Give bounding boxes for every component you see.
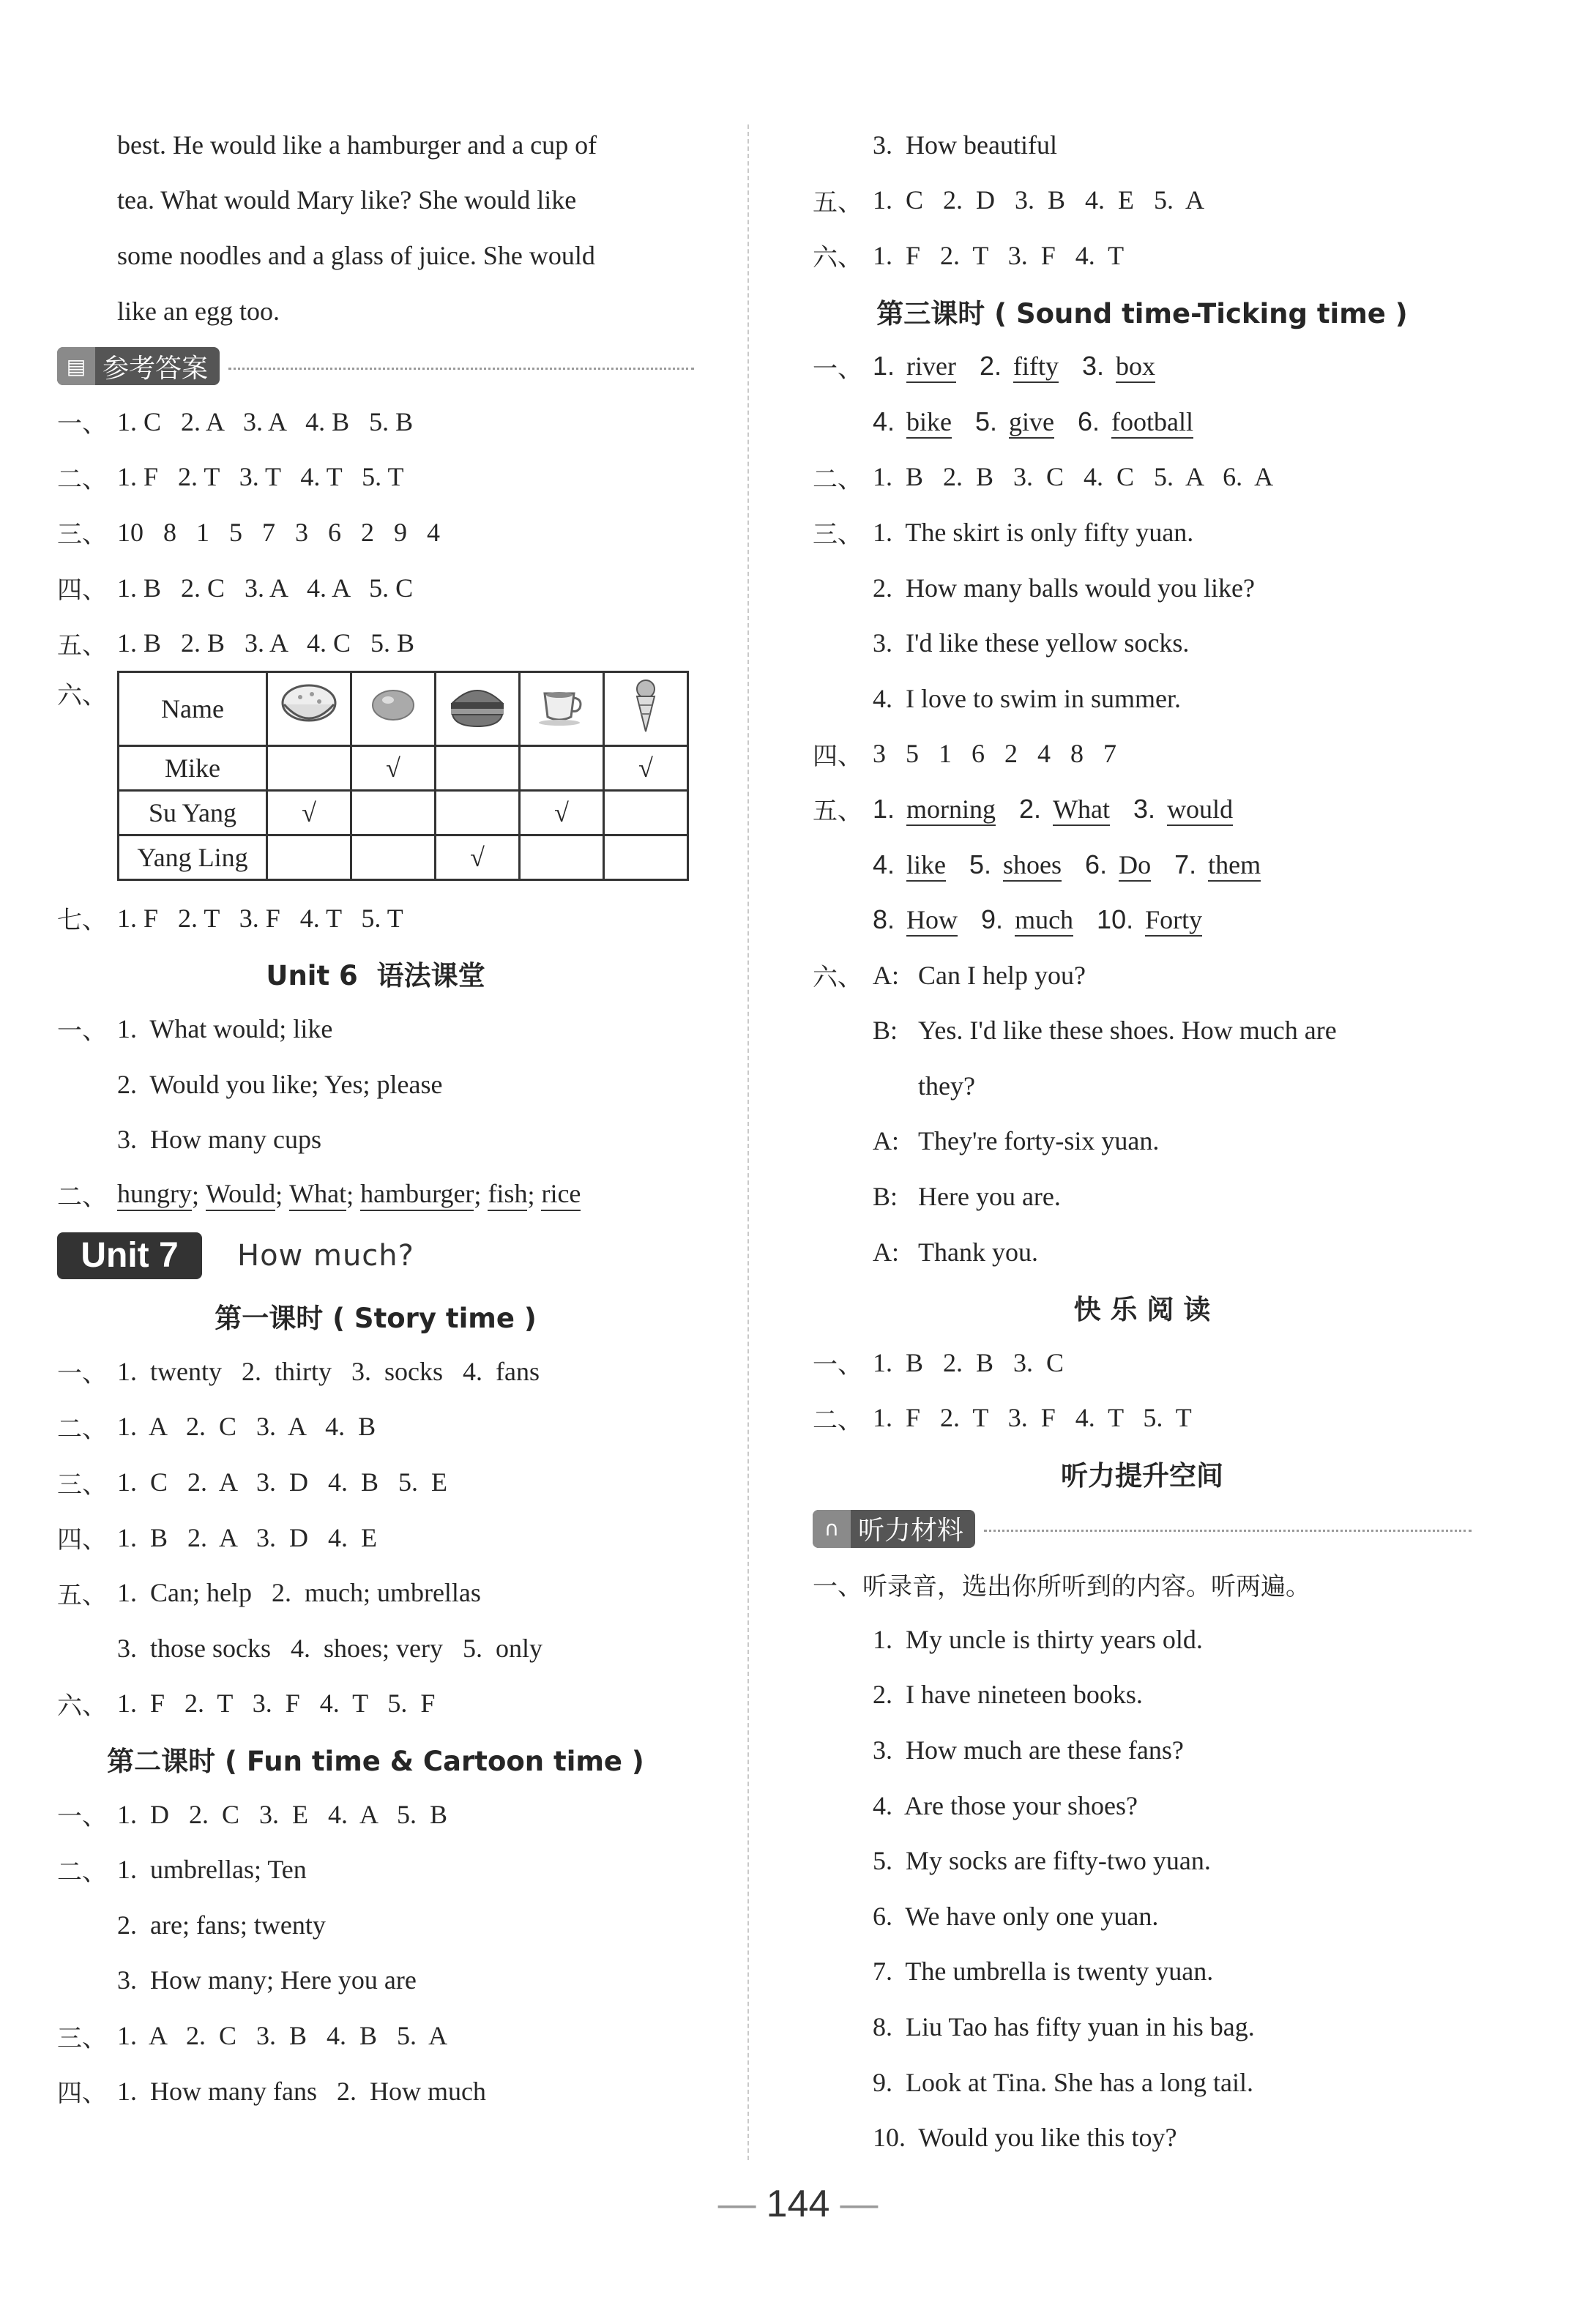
underlined-word: Would [206, 1178, 275, 1211]
answer-line [57, 1454, 694, 1510]
answer-text: 1. Can; help 2. much; umbrellas [117, 1578, 481, 1608]
check-cell: √ [604, 745, 688, 790]
question-label: 二、 [57, 464, 107, 494]
passage-line: tea. What would Mary like? She would like [117, 185, 577, 215]
answer-line [813, 615, 1472, 671]
item-number: 5. [969, 849, 992, 879]
answer-line: 二、 hungry ; Would ; What ; hamburger ; fish ; rice [57, 1167, 694, 1223]
item-number: 1. [873, 793, 895, 824]
check-cell [436, 745, 520, 790]
answer-line [813, 837, 1472, 893]
hamburger-icon [436, 671, 520, 745]
item-number: 6. [1078, 406, 1100, 436]
answer-line [57, 1676, 694, 1732]
underlined-word: hamburger [360, 1178, 474, 1211]
underlined-word: river [906, 351, 956, 383]
answer-text: 1. The skirt is only fifty yuan. [873, 517, 1194, 547]
underlined-word: would [1167, 794, 1233, 826]
item-number: 9. [981, 904, 1004, 935]
underlined-word: football [1111, 407, 1193, 439]
answer-line [813, 1391, 1472, 1446]
column-divider [747, 124, 749, 2160]
listening-item: 4. Are those your shoes? [873, 1790, 1138, 1820]
lesson2-heading: 第二课时 ( Fun time & Cartoon time ) [107, 1746, 644, 1778]
item-number: 4. [873, 849, 895, 879]
egg-icon [351, 671, 436, 745]
dialogue-text: Thank you. [918, 1237, 1038, 1267]
question-label: 六、 [57, 680, 107, 710]
speaker-label: B: [873, 1182, 898, 1212]
food-table-block [57, 671, 694, 890]
answer-text: 1. umbrellas; Ten [117, 1855, 307, 1885]
dialogue-line [813, 1169, 1472, 1224]
answer-line [57, 1787, 694, 1842]
answer-text: 3. I'd like these yellow socks. [873, 628, 1190, 658]
answer-text: 1. B 2. B 3. C 4. C 5. A 6. A [873, 462, 1274, 492]
row-name: Su Yang [119, 790, 267, 835]
listening-heading: 听力提升空间 [1061, 1460, 1223, 1492]
dialogue-line [813, 948, 1472, 1003]
answer-line [57, 615, 694, 671]
answer-text: 1. F 2. T 3. F 4. T [873, 240, 1125, 270]
listening-item: 8. Liu Tao has fifty yuan in his bag. [873, 2011, 1255, 2041]
question-label: 一、 [813, 1350, 862, 1380]
answer-line [57, 1001, 694, 1057]
item-number: 3. [1133, 793, 1156, 824]
table-row [119, 745, 688, 790]
question-label: 七、 [57, 906, 107, 936]
dotted-rule [984, 1530, 1472, 1532]
underlined-word: What [1053, 794, 1110, 826]
speaker-label: A: [873, 960, 899, 990]
listening-section-header [813, 1501, 1472, 1557]
answer-line [813, 338, 1472, 394]
answer-text: 3. those socks 4. shoes; very 5. only [117, 1633, 542, 1663]
underlined-word: give [1009, 407, 1054, 439]
answer-text: 1. B 2. A 3. D 4. E [117, 1522, 378, 1552]
question-label: 二、 [57, 1183, 107, 1213]
listening-item: 5. My socks are fifty-two yuan. [873, 1846, 1211, 1876]
underlined-word: What [289, 1178, 346, 1211]
question-label: 二、 [57, 1857, 107, 1887]
answer-text: 1. C 2. A 3. D 4. B 5. E [117, 1467, 448, 1497]
check-cell [604, 835, 688, 879]
check-cell [267, 835, 351, 879]
headphones-icon: ∩ [813, 1510, 851, 1548]
answer-text: 1. What would; like [117, 1013, 333, 1043]
answer-line [813, 781, 1472, 837]
answer-line [57, 1510, 694, 1566]
right-column [813, 117, 1472, 2165]
speaker-label: A: [873, 1126, 899, 1156]
answer-line [813, 394, 1472, 450]
question-label: 四、 [57, 2079, 107, 2109]
answer-line [57, 1399, 694, 1455]
listening-tag [813, 1510, 975, 1548]
item-number: 5. [975, 406, 998, 436]
question-label: 三、 [57, 2023, 107, 2053]
listening-item: 6. We have only one yuan. [873, 1901, 1159, 1931]
answer-text: 1. A 2. C 3. A 4. B [117, 1412, 376, 1442]
question-label: 一、 [57, 1359, 107, 1389]
underlined-word: much [1015, 905, 1073, 937]
answer-line [813, 450, 1472, 505]
answer-section-header [57, 338, 694, 394]
underlined-word: Forty [1145, 905, 1202, 937]
page-number-text: 144 [766, 2183, 830, 2225]
answer-line [813, 892, 1472, 948]
lesson1-heading: 第一课时 ( Story time ) [215, 1303, 537, 1335]
answer-line [813, 505, 1472, 560]
answer-text: 1. A 2. C 3. B 4. B 5. A [117, 2021, 448, 2051]
answer-text: 2. Would you like; Yes; please [117, 1069, 443, 1099]
speaker-label: B: [873, 1016, 898, 1046]
answer-text: 1. B 2. C 3. A 4. A 5. C [117, 573, 414, 603]
answer-text: 1. How many fans 2. How much [117, 2076, 486, 2106]
underlined-word: fifty [1013, 351, 1059, 383]
answer-line [813, 671, 1472, 726]
item-number: 1. [873, 351, 895, 381]
listening-item: 7. The umbrella is twenty yuan. [873, 1957, 1214, 1987]
answer-text: 1. B 2. B 3. A 4. C 5. B [117, 628, 415, 658]
answer-line [57, 450, 694, 505]
check-cell [520, 835, 604, 879]
item-number: 2. [1019, 793, 1042, 824]
question-label: 五、 [813, 797, 862, 827]
answer-line [57, 890, 694, 946]
check-cell: √ [267, 790, 351, 835]
listening-item: 3. How much are these fans? [873, 1735, 1184, 1765]
underlined-word: like [906, 850, 946, 882]
listening-item: 9. Look at Tina. She has a long tail. [873, 2067, 1253, 2097]
page-number [0, 2182, 1596, 2226]
question-label: 三、 [57, 520, 107, 550]
unit7-badge: Unit 7 [57, 1232, 202, 1279]
food-preference-table [117, 671, 689, 881]
dialogue-line [813, 1058, 1472, 1114]
dialogue-line [813, 1003, 1472, 1059]
answer-line [57, 1842, 694, 1897]
book-icon: ▤ [57, 347, 95, 385]
answer-line [813, 1335, 1472, 1391]
dialogue-text: Here you are. [918, 1182, 1061, 1212]
tea-cup-icon [520, 671, 604, 745]
answer-line [57, 1112, 694, 1167]
lesson3-heading: 第三课时 ( Sound time-Ticking time ) [876, 297, 1408, 330]
answer-line [813, 173, 1472, 228]
answer-text: 1. D 2. C 3. E 4. A 5. B [117, 1799, 448, 1829]
underlined-word: bike [906, 407, 952, 439]
answer-text: 3. How beautiful [873, 130, 1057, 160]
answer-text: 10 8 1 5 7 3 6 2 9 4 [117, 517, 440, 547]
dialogue-text: Can I help you? [918, 960, 1086, 990]
check-cell [520, 745, 604, 790]
check-cell [436, 790, 520, 835]
answer-line [57, 1953, 694, 2009]
question-label: 五、 [813, 187, 862, 217]
ice-cream-icon [604, 671, 688, 745]
question-label: 二、 [813, 1405, 862, 1435]
listening-tag-label: 听力材料 [858, 1516, 964, 1546]
check-cell [351, 790, 436, 835]
question-label: 二、 [813, 464, 862, 494]
listening-item: 1. My uncle is thirty years old. [873, 1624, 1203, 1654]
unit7-title: How much? [237, 1238, 414, 1273]
dialogue-text: Yes. I'd like these shoes. How much are [918, 1016, 1337, 1046]
answer-text: 2. How many balls would you like? [873, 573, 1255, 603]
page-dash-right: — [840, 2183, 879, 2225]
listening-item: 10. Would you like this toy? [873, 2123, 1177, 2153]
question-label: 一、 [57, 1016, 107, 1046]
answer-line [57, 505, 694, 560]
item-number: 2. [980, 351, 1002, 381]
answer-line [57, 1057, 694, 1112]
rice-bowl-icon [267, 671, 351, 745]
item-number: 7. [1174, 849, 1197, 879]
underlined-word: morning [906, 794, 996, 826]
answer-line [813, 560, 1472, 616]
row-name: Yang Ling [119, 835, 267, 879]
question-label: 四、 [813, 741, 862, 771]
listening-instruction: 一、听录音，选出你所听到的内容。听两遍。 [813, 1571, 1310, 1601]
table-row [119, 835, 688, 879]
listening-item: 2. I have nineteen books. [873, 1680, 1143, 1710]
underlined-word: rice [541, 1178, 581, 1211]
check-cell [604, 790, 688, 835]
answer-text: 1. B 2. B 3. C [873, 1347, 1064, 1377]
question-label: 六、 [57, 1691, 107, 1721]
answer-line [813, 726, 1472, 782]
dotted-rule [228, 368, 694, 370]
answer-line [813, 228, 1472, 283]
underlined-word: them [1208, 850, 1261, 882]
answer-text: 4. I love to swim in summer. [873, 683, 1181, 713]
dialogue-line [813, 1114, 1472, 1169]
answer-tag [57, 347, 220, 385]
dialogue-text: they? [918, 1071, 975, 1101]
answer-line [57, 2063, 694, 2119]
question-label: 三、 [813, 520, 862, 550]
answer-text: 3. How many cups [117, 1125, 321, 1155]
answer-line [57, 1344, 694, 1399]
underlined-word: shoes [1003, 850, 1062, 882]
answer-text: 1. F 2. T 3. T 4. T 5. T [117, 462, 404, 492]
question-label: 六、 [813, 963, 862, 993]
question-label: 一、 [57, 409, 107, 439]
speaker-label: A: [873, 1237, 899, 1267]
item-number: 3. [1082, 351, 1105, 381]
row-name: Mike [119, 745, 267, 790]
table-header-name: Name [119, 671, 267, 745]
answer-line [57, 2008, 694, 2063]
underlined-word: Do [1119, 850, 1151, 882]
answer-text: 3. How many; Here you are [117, 1965, 417, 1995]
check-cell: √ [351, 745, 436, 790]
answer-text: 1. F 2. T 3. F 4. T 5. T [873, 1403, 1192, 1433]
passage-line: like an egg too. [117, 296, 280, 326]
answer-text: 1. C 2. A 3. A 4. B 5. B [117, 406, 414, 436]
answer-line [57, 560, 694, 616]
answer-text: 1. C 2. D 3. B 4. E 5. A [873, 185, 1205, 215]
unit6-heading: Unit 6 语法课堂 [266, 960, 485, 992]
item-number: 6. [1085, 849, 1108, 879]
answer-line [57, 1620, 694, 1676]
table-row [119, 790, 688, 835]
dialogue-text: They're forty-six yuan. [918, 1126, 1160, 1156]
page-dash-left: — [717, 2183, 756, 2225]
answer-line [57, 394, 694, 450]
dialogue-line [813, 1224, 1472, 1280]
underlined-word: How [906, 905, 958, 937]
check-cell: √ [436, 835, 520, 879]
question-label: 六、 [813, 243, 862, 273]
question-label: 一、 [813, 354, 862, 384]
item-number: 4. [873, 406, 895, 436]
check-cell [267, 745, 351, 790]
answer-text: 2. are; fans; twenty [117, 1910, 326, 1940]
answer-line [813, 117, 1472, 173]
answer-text: 1. F 2. T 3. F 4. T 5. T [117, 903, 403, 933]
answer-text: 1. F 2. T 3. F 4. T 5. F [117, 1689, 436, 1719]
item-number: 10. [1097, 904, 1134, 935]
question-label: 四、 [57, 1525, 107, 1555]
underlined-word: hungry [117, 1178, 192, 1211]
question-label: 二、 [57, 1414, 107, 1444]
happy-reading-heading: 快 乐 阅 读 [1073, 1294, 1211, 1326]
left-column [57, 117, 694, 2118]
check-cell: √ [520, 790, 604, 835]
passage-line: some noodles and a glass of juice. She would [117, 240, 595, 270]
unit7-header [57, 1223, 694, 1289]
item-number: 8. [873, 904, 895, 935]
underlined-word: fish [488, 1178, 527, 1211]
question-label: 五、 [57, 1580, 107, 1610]
answer-line [57, 1897, 694, 1953]
passage-line: best. He would like a hamburger and a cup of [117, 130, 597, 160]
underlined-word: box [1116, 351, 1155, 383]
question-label: 四、 [57, 576, 107, 606]
check-cell [351, 835, 436, 879]
answer-line [57, 1565, 694, 1620]
answer-tag-label: 参考答案 [102, 353, 209, 384]
answer-text: 1. twenty 2. thirty 3. socks 4. fans [117, 1356, 540, 1386]
question-label: 五、 [57, 630, 107, 660]
question-label: 一、 [57, 1802, 107, 1832]
question-label: 三、 [57, 1470, 107, 1500]
answer-text: 3 5 1 6 2 4 8 7 [873, 739, 1116, 769]
